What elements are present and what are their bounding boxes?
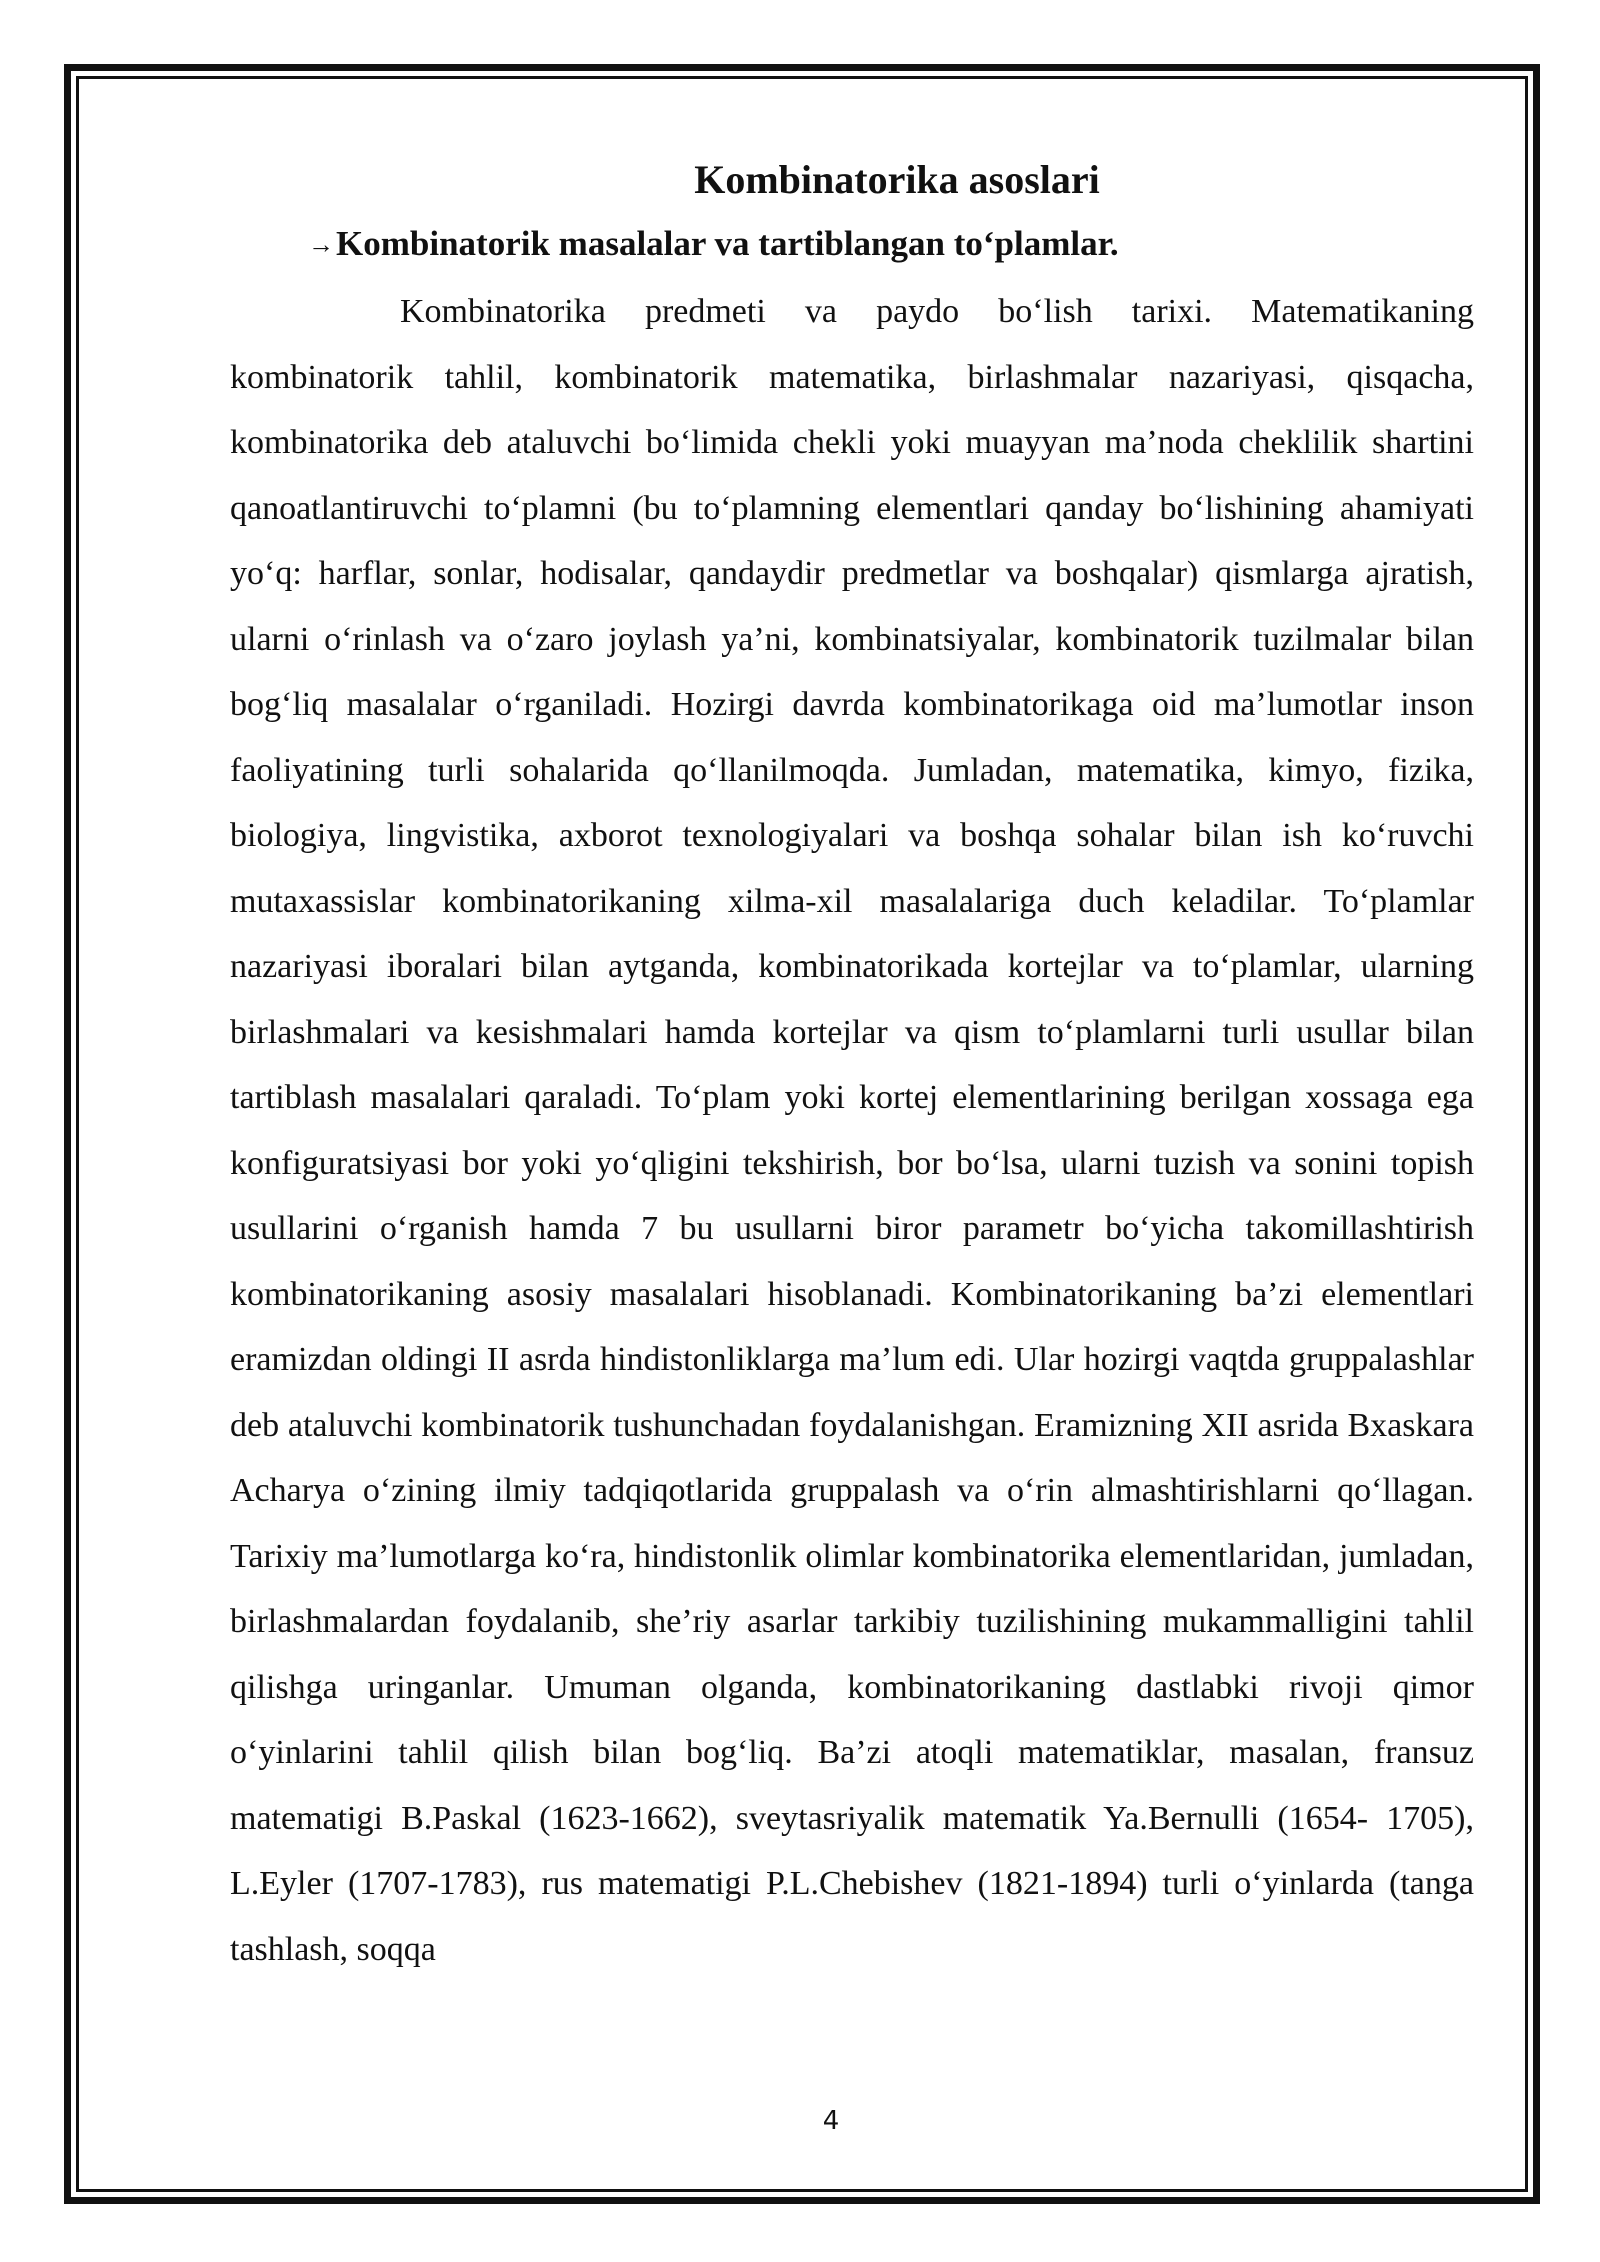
section-heading-text: Kombinatorik masalalar va tartiblangan to‘plamlar. <box>336 224 1119 263</box>
document-content <box>230 150 1474 1982</box>
arrow-icon: → <box>308 230 334 259</box>
section-heading <box>230 216 1474 273</box>
body-paragraph: Kombinatorika predmeti va paydo bo‘lish tarixi. Matematikaning kombinatorik tahlil, kombinatorik matematika, birlashmalar nazariyasi, qisqacha, kombinatorika deb ataluvchi bo‘limida chekli yoki muayyan ma’noda cheklilik shartini qanoatlantiruvchi to‘plamni (bu to‘plamning elementlari qanday bo‘lishining ahamiyati yo‘q: harflar, sonlar, hodisalar, qandaydir predmetlar va boshqalar) qismlarga ajratish, ularni o‘rinlash va o‘zaro joylash ya’ni, kombinatsiyalar, kombinatorik tuzilmalar bilan bog‘liq masalalar o‘rganiladi. Hozirgi davrda kombinatorikaga oid ma’lumotlar inson faoliyatining turli sohalarida qo‘llanilmoqda. Jumladan, matematika, kimyo, fizika, biologiya, lingvistika, axborot texnologiyalari va boshqa sohalar bilan ish ko‘ruvchi mutaxassislar kombinatorikaning xilma-xil masalalariga duch keladilar. To‘plamlar nazariyasi iboralari bilan aytganda, kombinatorikada kortejlar va to‘plamlar, ularning birlashmalari va kesishmalari hamda kortejlar va qism to‘plamlarni turli usullar bilan tartiblash masalalari qaraladi. To‘plam yoki kortej elementlarining berilgan xossaga ega konfiguratsiyasi bor yoki yo‘qligini tekshirish, bor bo‘lsa, ularni tuzish va sonini topish usullarini o‘rganish hamda 7 bu usullarni biror parametr bo‘yicha takomillashtirish kombinatorikaning asosiy masalalari hisoblanadi. Kombinatorikaning ba’zi elementlari eramizdan oldingi II asrda hindistonliklarga ma’lum edi. Ular hozirgi vaqtda gruppalashlar deb ataluvchi kombinatorik tushunchadan foydalanishgan. Eramizning XII asrida Bxaskara Acharya o‘zining ilmiy tadqiqotlarida gruppalash va o‘rin almashtirishlarni qo‘llagan. Tarixiy ma’lumotlarga ko‘ra, hindistonlik olimlar kombinatorika elementlaridan, jumladan, birlashmalardan foydalanib, she’riy asarlar tarkibiy tuzilishining mukammalligini tahlil qilishga uringanlar. Umuman olganda, kombinatorikaning dastlabki rivoji qimor o‘yinlarini tahlil qilish bilan bog‘liq. Ba’zi atoqli matematiklar, masalan, fransuz matematigi B.Paskal (1623-1662), sveytasriyalik matematik Ya.Bernulli (1654- 1705), L.Eyler (1707-1783), rus matematigi P.L.Chebishev (1821-1894) turli o‘yinlarda (tanga tashlash, soqqa <box>230 293 1474 1968</box>
page-number: 4 <box>822 2106 840 2136</box>
document-title: Kombinatorika asoslari <box>694 157 1100 202</box>
